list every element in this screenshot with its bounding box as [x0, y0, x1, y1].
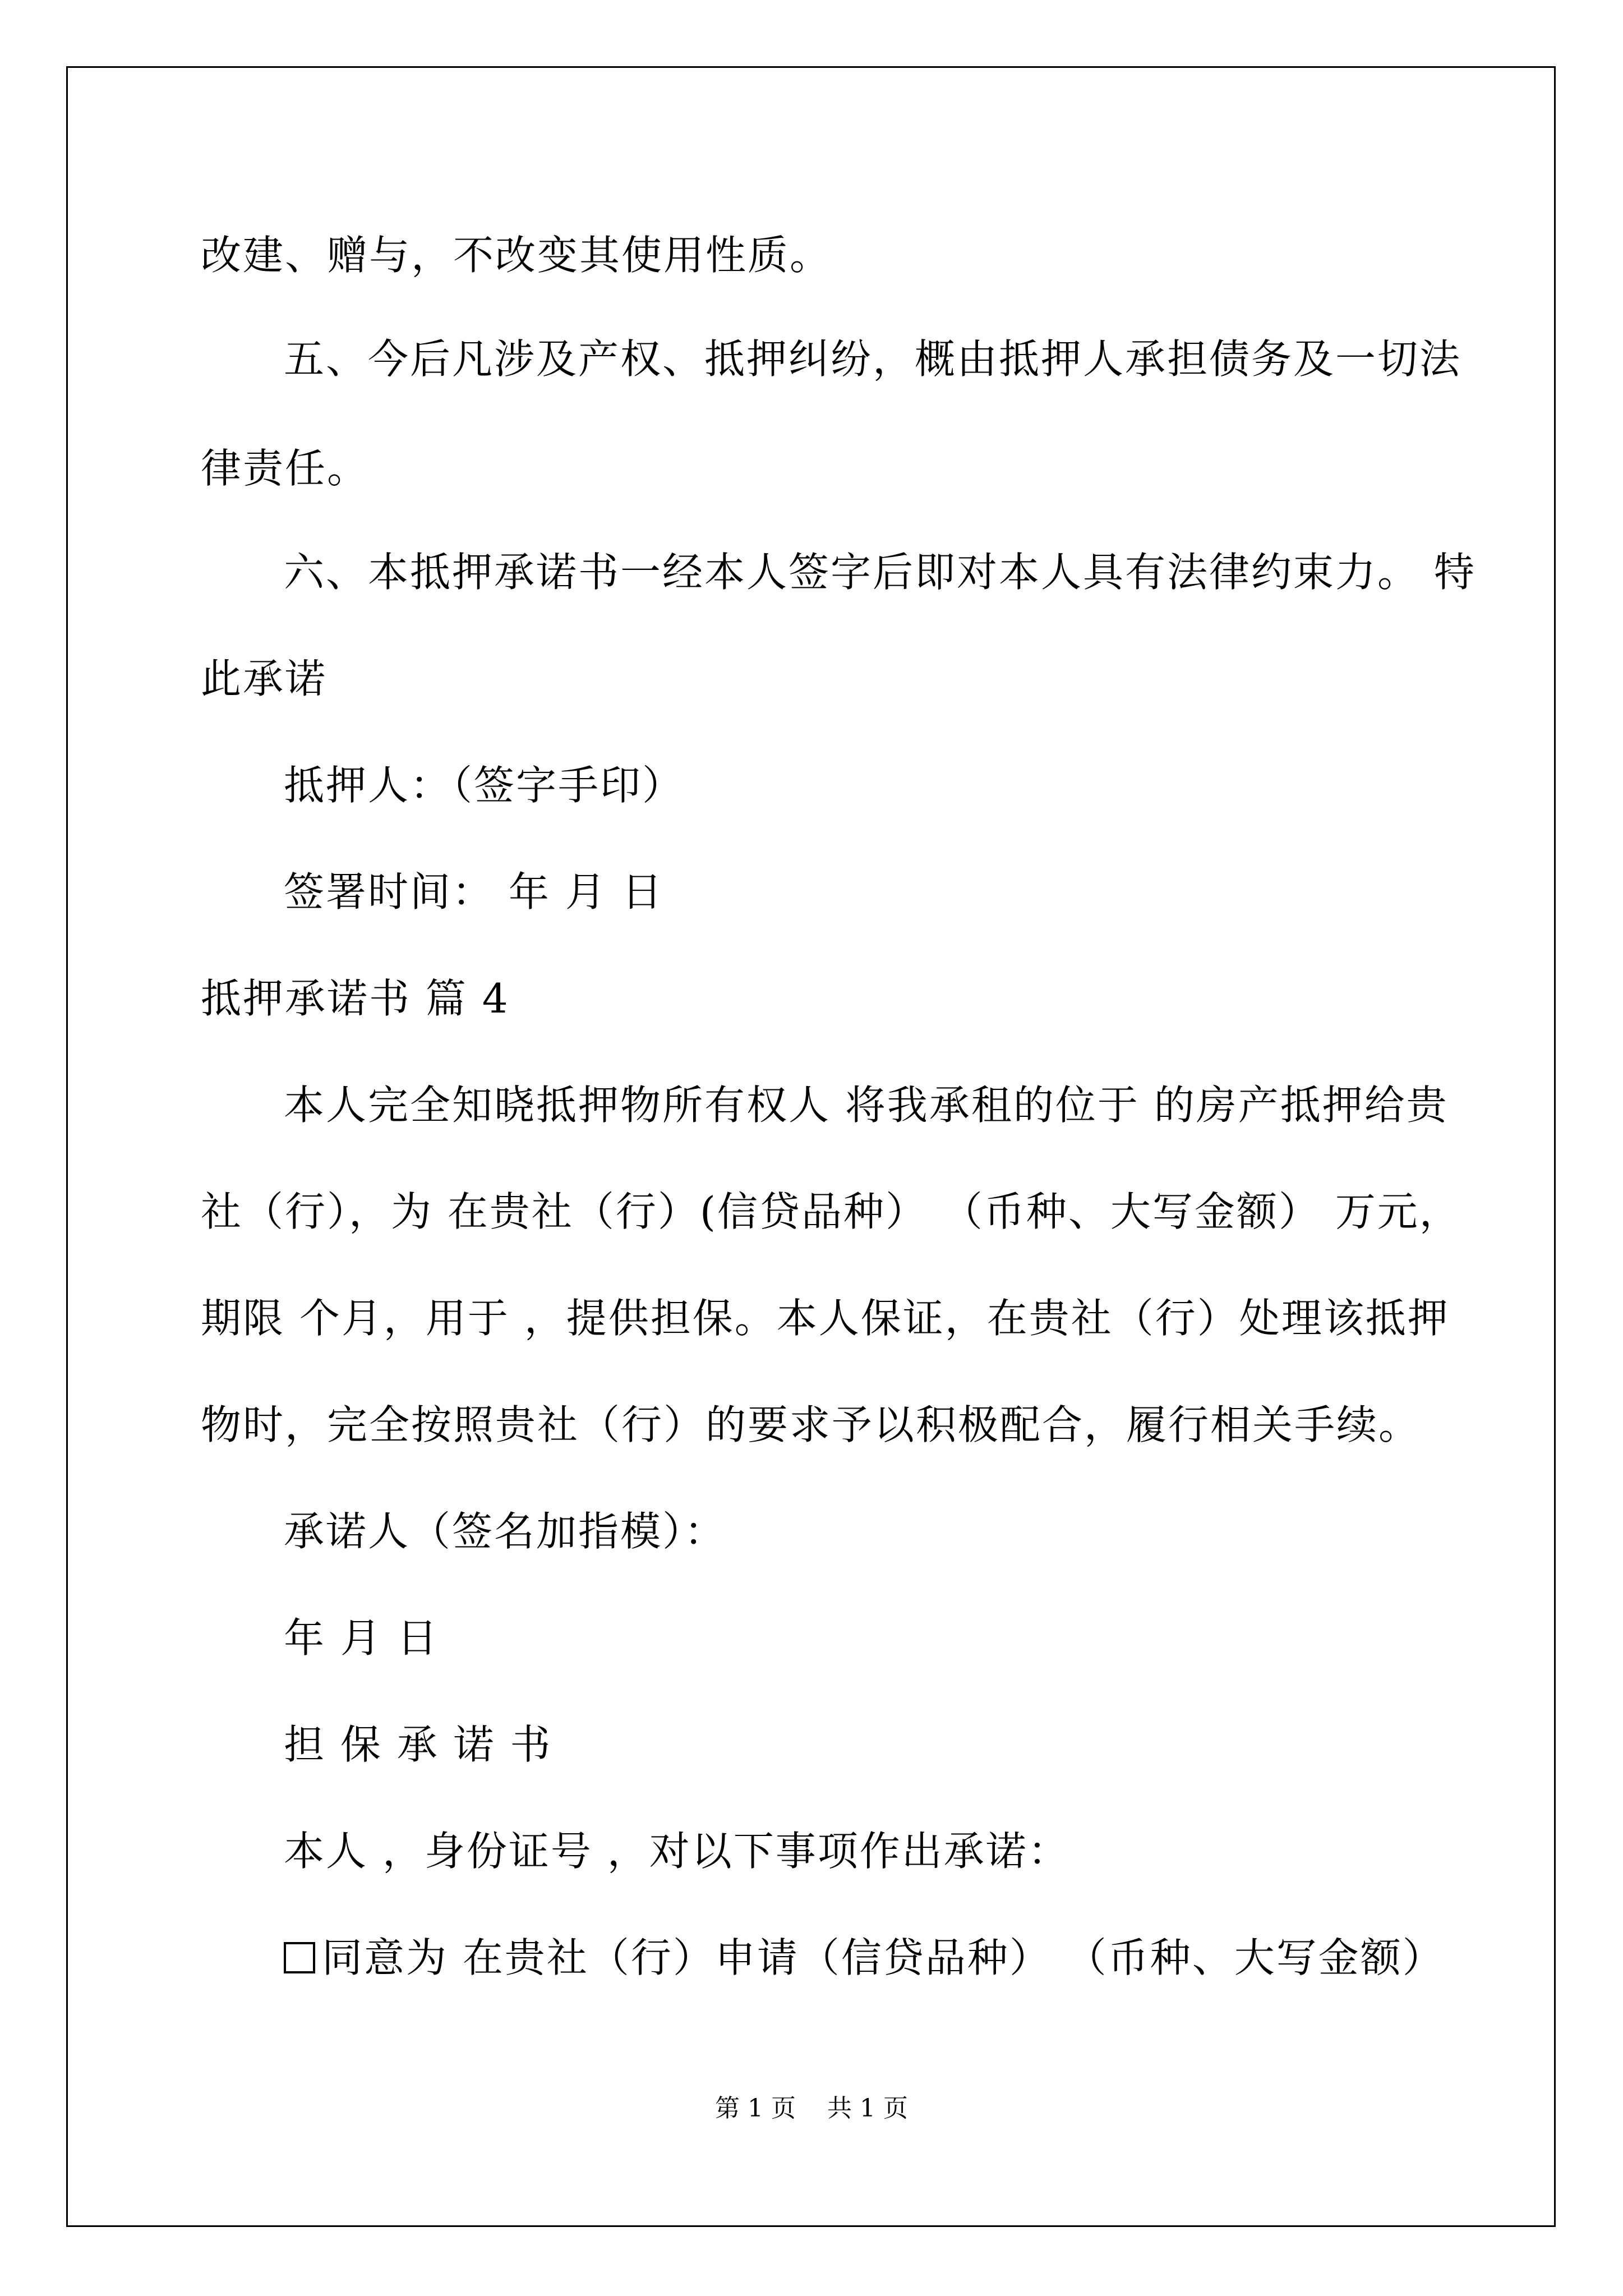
section-heading: 抵押承诺书 篇 4	[201, 975, 510, 1022]
text-line-9: 本人完全知晓抵押物所有权人 将我承租的位于 的房产抵押给贵	[284, 1082, 1449, 1129]
page-border	[66, 66, 1556, 2227]
page-footer	[0, 2094, 1623, 2123]
signing-date-line: 签署时间： 年 月 日	[284, 868, 664, 915]
checkbox-item	[284, 1935, 1445, 1980]
guarantee-title: 担 保 承 诺 书	[284, 1721, 552, 1768]
page-number: 第 1 页	[715, 2094, 796, 2123]
date-line: 年 月 日	[284, 1614, 439, 1662]
checkbox-square[interactable]	[284, 1942, 315, 1973]
text-line-10: 社（行），为 在贵社（行）(信贷品种） （币种、大写金额） 万元，	[201, 1188, 1461, 1235]
text-line-12: 物时，完全按照贵社（行）的要求予以积极配合，履行相关手续。	[201, 1401, 1421, 1448]
mortgagor-signature-line: 抵押人：（签字手印）	[284, 762, 685, 809]
text-line-11: 期限 个月，用于 ，提供担保。本人保证，在贵社（行）处理该抵押	[201, 1295, 1450, 1342]
text-line-3: 律责任。	[201, 445, 370, 492]
text-line-2: 五、今后凡涉及产权、抵押纠纷，概由抵押人承担债务及一切法	[284, 335, 1462, 383]
checkbox-item-label: 同意为 在贵社（行）申请（信贷品种） （币种、大写金额）	[322, 1934, 1445, 1981]
text-line-1: 改建、赠与，不改变其使用性质。	[201, 232, 832, 279]
text-line-5: 此承诺	[201, 655, 328, 702]
text-line-16: 本人 ，身份证号 ，对以下事项作出承诺：	[284, 1828, 1070, 1875]
text-line-4: 六、本抵押承诺书一经本人签字后即对本人具有法律约束力。 特	[284, 549, 1476, 596]
promisor-signature-line: 承诺人（签名加指模）：	[284, 1508, 727, 1555]
page-total: 共 1 页	[827, 2094, 908, 2123]
